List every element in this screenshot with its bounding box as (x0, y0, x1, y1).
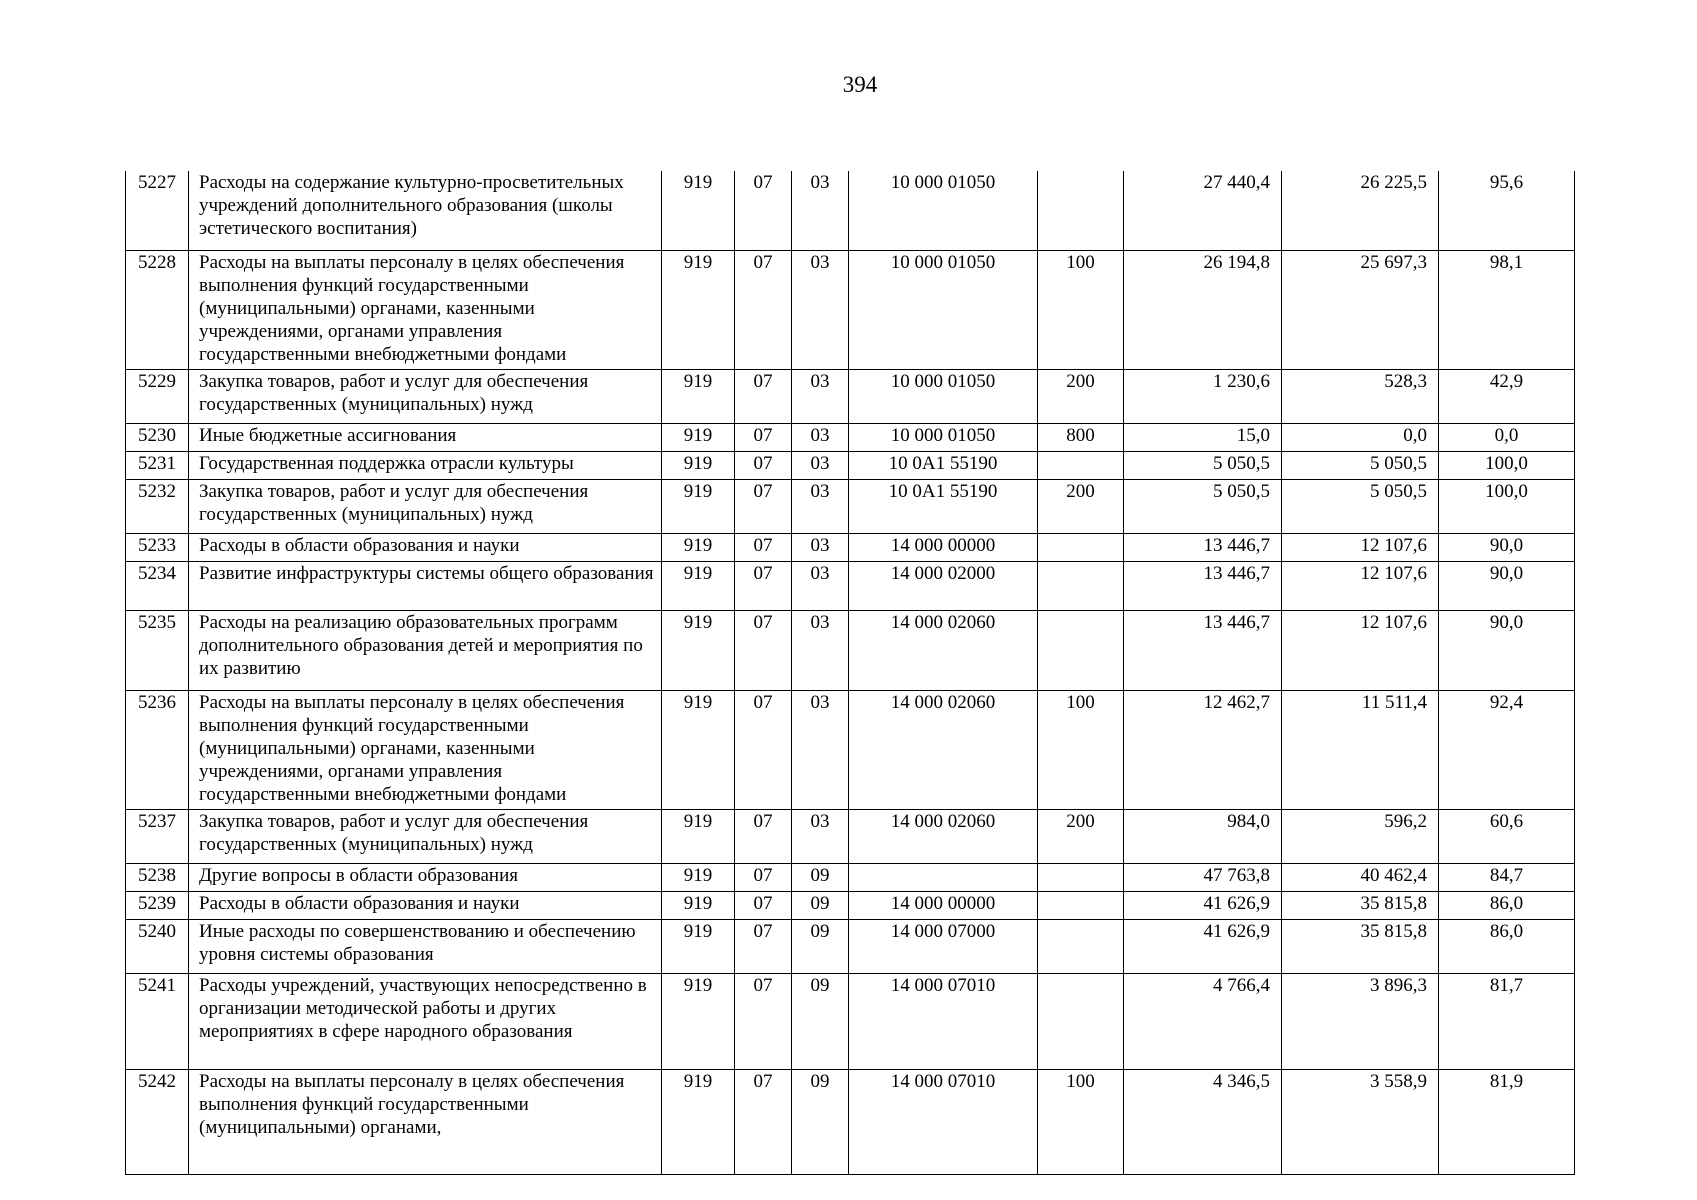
row-name-cell: Расходы учреждений, участвующих непосредственно в организации методической работы и других мероприятиях в сфере народного образования (189, 974, 662, 1070)
actual-amount-cell: 3 558,9 (1282, 1070, 1439, 1175)
actual-amount-cell: 11 511,4 (1282, 691, 1439, 810)
table-row (126, 691, 1575, 810)
table-row (126, 864, 1575, 892)
expense-type-cell: 100 (1038, 1070, 1124, 1175)
expense-type-cell (1038, 171, 1124, 251)
row-number-cell: 5233 (126, 534, 189, 562)
expense-type-cell (1038, 611, 1124, 691)
subsection-code-cell: 09 (792, 1070, 849, 1175)
expense-type-cell (1038, 920, 1124, 974)
actual-amount-cell: 0,0 (1282, 424, 1439, 452)
table-row (126, 562, 1575, 611)
section-code-cell: 07 (735, 611, 792, 691)
planned-amount-cell: 4 766,4 (1124, 974, 1282, 1070)
row-name-cell: Расходы на реализацию образовательных программ дополнительного образования детей и мероприятия по их развитию (189, 611, 662, 691)
planned-amount-cell: 13 446,7 (1124, 562, 1282, 611)
section-code-cell: 07 (735, 892, 792, 920)
percent-cell: 60,6 (1439, 810, 1575, 864)
table-row (126, 424, 1575, 452)
subsection-code-cell: 03 (792, 370, 849, 424)
percent-cell: 92,4 (1439, 691, 1575, 810)
actual-amount-cell: 25 697,3 (1282, 251, 1439, 370)
row-number-cell: 5241 (126, 974, 189, 1070)
ved-code-cell: 919 (662, 480, 735, 534)
percent-cell: 42,9 (1439, 370, 1575, 424)
planned-amount-cell: 13 446,7 (1124, 534, 1282, 562)
target-article-cell: 14 000 02060 (849, 611, 1038, 691)
planned-amount-cell: 12 462,7 (1124, 691, 1282, 810)
subsection-code-cell: 09 (792, 920, 849, 974)
percent-cell: 90,0 (1439, 534, 1575, 562)
table-row (126, 611, 1575, 691)
planned-amount-cell: 4 346,5 (1124, 1070, 1282, 1175)
row-name-cell: Закупка товаров, работ и услуг для обеспечения государственных (муниципальных) нужд (189, 370, 662, 424)
planned-amount-cell: 5 050,5 (1124, 452, 1282, 480)
planned-amount-cell: 41 626,9 (1124, 920, 1282, 974)
expense-type-cell (1038, 452, 1124, 480)
target-article-cell: 14 000 02060 (849, 691, 1038, 810)
row-number-cell: 5231 (126, 452, 189, 480)
expense-type-cell: 200 (1038, 370, 1124, 424)
target-article-cell: 14 000 02000 (849, 562, 1038, 611)
section-code-cell: 07 (735, 691, 792, 810)
row-number-cell: 5235 (126, 611, 189, 691)
percent-cell: 81,9 (1439, 1070, 1575, 1175)
row-name-cell: Иные бюджетные ассигнования (189, 424, 662, 452)
target-article-cell: 10 000 01050 (849, 370, 1038, 424)
row-number-cell: 5239 (126, 892, 189, 920)
row-number-cell: 5227 (126, 171, 189, 251)
section-code-cell: 07 (735, 920, 792, 974)
row-number-cell: 5228 (126, 251, 189, 370)
target-article-cell: 14 000 07000 (849, 920, 1038, 974)
planned-amount-cell: 27 440,4 (1124, 171, 1282, 251)
actual-amount-cell: 12 107,6 (1282, 534, 1439, 562)
target-article-cell (849, 864, 1038, 892)
ved-code-cell: 919 (662, 171, 735, 251)
row-name-cell: Другие вопросы в области образования (189, 864, 662, 892)
table-row (126, 480, 1575, 534)
ved-code-cell: 919 (662, 562, 735, 611)
row-name-cell: Расходы на содержание культурно-просветительных учреждений дополнительного образования (школы эстетического воспитания) (189, 171, 662, 251)
ved-code-cell: 919 (662, 452, 735, 480)
subsection-code-cell: 03 (792, 611, 849, 691)
section-code-cell: 07 (735, 452, 792, 480)
percent-cell: 0,0 (1439, 424, 1575, 452)
actual-amount-cell: 596,2 (1282, 810, 1439, 864)
percent-cell: 90,0 (1439, 562, 1575, 611)
expense-type-cell: 200 (1038, 810, 1124, 864)
expense-type-cell (1038, 892, 1124, 920)
target-article-cell: 14 000 00000 (849, 892, 1038, 920)
planned-amount-cell: 15,0 (1124, 424, 1282, 452)
subsection-code-cell: 03 (792, 534, 849, 562)
target-article-cell: 10 000 01050 (849, 171, 1038, 251)
percent-cell: 98,1 (1439, 251, 1575, 370)
planned-amount-cell: 47 763,8 (1124, 864, 1282, 892)
target-article-cell: 14 000 07010 (849, 1070, 1038, 1175)
target-article-cell: 14 000 02060 (849, 810, 1038, 864)
table-row (126, 1070, 1575, 1175)
percent-cell: 84,7 (1439, 864, 1575, 892)
subsection-code-cell: 03 (792, 480, 849, 534)
table-row (126, 920, 1575, 974)
row-name-cell: Расходы в области образования и науки (189, 534, 662, 562)
expense-type-cell: 800 (1038, 424, 1124, 452)
section-code-cell: 07 (735, 370, 792, 424)
row-name-cell: Закупка товаров, работ и услуг для обеспечения государственных (муниципальных) нужд (189, 810, 662, 864)
planned-amount-cell: 1 230,6 (1124, 370, 1282, 424)
subsection-code-cell: 09 (792, 974, 849, 1070)
subsection-code-cell: 09 (792, 892, 849, 920)
ved-code-cell: 919 (662, 691, 735, 810)
row-number-cell: 5229 (126, 370, 189, 424)
ved-code-cell: 919 (662, 611, 735, 691)
percent-cell: 81,7 (1439, 974, 1575, 1070)
actual-amount-cell: 528,3 (1282, 370, 1439, 424)
subsection-code-cell: 03 (792, 452, 849, 480)
table-row (126, 810, 1575, 864)
section-code-cell: 07 (735, 251, 792, 370)
actual-amount-cell: 35 815,8 (1282, 920, 1439, 974)
percent-cell: 100,0 (1439, 452, 1575, 480)
table-row (126, 452, 1575, 480)
actual-amount-cell: 3 896,3 (1282, 974, 1439, 1070)
actual-amount-cell: 40 462,4 (1282, 864, 1439, 892)
planned-amount-cell: 984,0 (1124, 810, 1282, 864)
actual-amount-cell: 26 225,5 (1282, 171, 1439, 251)
row-number-cell: 5234 (126, 562, 189, 611)
subsection-code-cell: 03 (792, 562, 849, 611)
ved-code-cell: 919 (662, 864, 735, 892)
row-number-cell: 5236 (126, 691, 189, 810)
percent-cell: 100,0 (1439, 480, 1575, 534)
expense-type-cell: 100 (1038, 691, 1124, 810)
section-code-cell: 07 (735, 562, 792, 611)
row-number-cell: 5242 (126, 1070, 189, 1175)
target-article-cell: 14 000 00000 (849, 534, 1038, 562)
target-article-cell: 14 000 07010 (849, 974, 1038, 1070)
expense-type-cell (1038, 974, 1124, 1070)
row-name-cell: Расходы в области образования и науки (189, 892, 662, 920)
section-code-cell: 07 (735, 480, 792, 534)
actual-amount-cell: 35 815,8 (1282, 892, 1439, 920)
section-code-cell: 07 (735, 974, 792, 1070)
percent-cell: 86,0 (1439, 920, 1575, 974)
ved-code-cell: 919 (662, 370, 735, 424)
target-article-cell: 10 0A1 55190 (849, 480, 1038, 534)
ved-code-cell: 919 (662, 974, 735, 1070)
table-row (126, 251, 1575, 370)
planned-amount-cell: 5 050,5 (1124, 480, 1282, 534)
ved-code-cell: 919 (662, 1070, 735, 1175)
row-number-cell: 5232 (126, 480, 189, 534)
ved-code-cell: 919 (662, 251, 735, 370)
expense-type-cell (1038, 864, 1124, 892)
target-article-cell: 10 000 01050 (849, 251, 1038, 370)
section-code-cell: 07 (735, 810, 792, 864)
section-code-cell: 07 (735, 424, 792, 452)
planned-amount-cell: 13 446,7 (1124, 611, 1282, 691)
subsection-code-cell: 03 (792, 171, 849, 251)
ved-code-cell: 919 (662, 810, 735, 864)
row-number-cell: 5238 (126, 864, 189, 892)
row-name-cell: Иные расходы по совершенствованию и обеспечению уровня системы образования (189, 920, 662, 974)
section-code-cell: 07 (735, 171, 792, 251)
row-name-cell: Развитие инфраструктуры системы общего образования (189, 562, 662, 611)
row-number-cell: 5230 (126, 424, 189, 452)
row-name-cell: Государственная поддержка отрасли культуры (189, 452, 662, 480)
expense-type-cell: 100 (1038, 251, 1124, 370)
row-name-cell: Расходы на выплаты персоналу в целях обеспечения выполнения функций государственными (муниципальными) органами, казенными учреждениями, органами управления государственными внебюджетными фондами (189, 691, 662, 810)
ved-code-cell: 919 (662, 534, 735, 562)
subsection-code-cell: 03 (792, 691, 849, 810)
percent-cell: 86,0 (1439, 892, 1575, 920)
expense-type-cell (1038, 562, 1124, 611)
actual-amount-cell: 12 107,6 (1282, 562, 1439, 611)
expense-type-cell: 200 (1038, 480, 1124, 534)
row-name-cell: Закупка товаров, работ и услуг для обеспечения государственных (муниципальных) нужд (189, 480, 662, 534)
subsection-code-cell: 03 (792, 810, 849, 864)
planned-amount-cell: 26 194,8 (1124, 251, 1282, 370)
subsection-code-cell: 09 (792, 864, 849, 892)
ved-code-cell: 919 (662, 892, 735, 920)
row-number-cell: 5240 (126, 920, 189, 974)
table-row (126, 534, 1575, 562)
actual-amount-cell: 5 050,5 (1282, 480, 1439, 534)
ved-code-cell: 919 (662, 424, 735, 452)
section-code-cell: 07 (735, 534, 792, 562)
subsection-code-cell: 03 (792, 424, 849, 452)
actual-amount-cell: 12 107,6 (1282, 611, 1439, 691)
actual-amount-cell: 5 050,5 (1282, 452, 1439, 480)
table-row (126, 171, 1575, 251)
row-name-cell: Расходы на выплаты персоналу в целях обеспечения выполнения функций государственными (муниципальными) органами, (189, 1070, 662, 1175)
budget-table (125, 171, 1575, 1175)
subsection-code-cell: 03 (792, 251, 849, 370)
section-code-cell: 07 (735, 864, 792, 892)
ved-code-cell: 919 (662, 920, 735, 974)
section-code-cell: 07 (735, 1070, 792, 1175)
table-row (126, 974, 1575, 1070)
table-row (126, 892, 1575, 920)
expense-type-cell (1038, 534, 1124, 562)
page-number: 394 (842, 72, 878, 97)
target-article-cell: 10 000 01050 (849, 424, 1038, 452)
row-number-cell: 5237 (126, 810, 189, 864)
planned-amount-cell: 41 626,9 (1124, 892, 1282, 920)
percent-cell: 95,6 (1439, 171, 1575, 251)
row-name-cell: Расходы на выплаты персоналу в целях обеспечения выполнения функций государственными (муниципальными) органами, казенными учреждениями, органами управления государственными внебюджетными фондами (189, 251, 662, 370)
table-row (126, 370, 1575, 424)
percent-cell: 90,0 (1439, 611, 1575, 691)
target-article-cell: 10 0A1 55190 (849, 452, 1038, 480)
